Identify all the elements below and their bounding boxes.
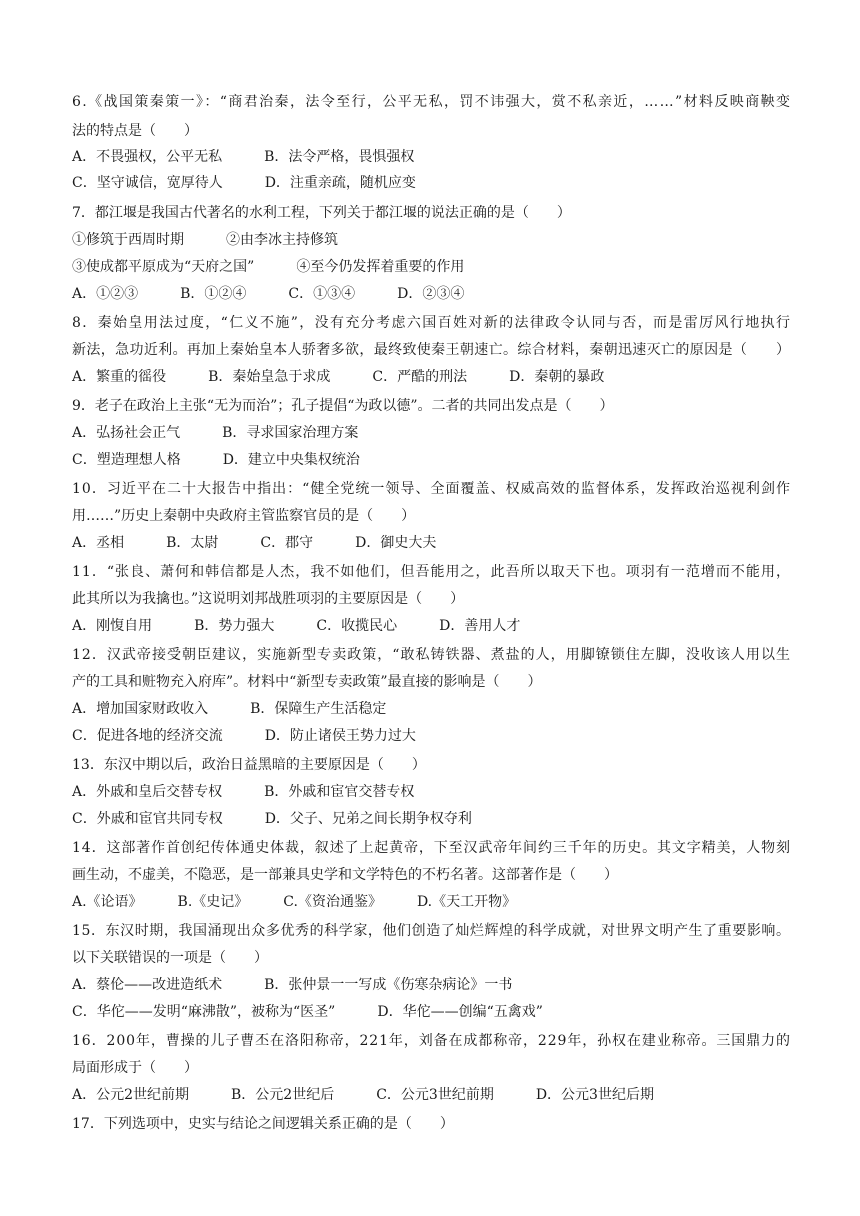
text-line: C．外戚和宦官共同专权 D．父子、兄弟之间长期争权夺利 [72,811,472,827]
text-line: A．刚愎自用 B．势力强大 C．收揽民心 D．善用人才 [72,618,521,634]
text-line: 11．“张良、萧何和韩信都是人杰，我不如他们，但吾能用之，此吾所以取天下也。项羽有一范增而不能用， [72,564,791,580]
text-line: 此其所以为我擒也。”这说明刘邦战胜项羽的主要原因是（ ） [72,591,465,607]
text-line: 7．都江堰是我国古代著名的水利工程，下列关于都江堰的说法正确的是（ ） [72,205,571,221]
text-line: A．不畏强权，公平无私 B．法令严格，畏惧强权 [72,149,415,165]
text-line: A．外戚和皇后交替专权 B．外戚和宦官交替专权 [72,784,415,800]
text-line: A.《论语》 B.《史记》 C.《资治通鉴》 D.《天工开物》 [72,894,517,910]
text-line: 新法，急功近利。再加上秦始皇本人骄奢多欲，最终致使秦王朝速亡。综合材料，秦朝迅速灭亡的原因是（ ） [72,342,791,358]
text-line: A．丞相 B．太尉 C．郡守 D．御史大夫 [72,535,437,551]
text-line: 用……”历史上秦朝中央政府主管监察官员的是（ ） [72,508,416,524]
text-line: A．增加国家财政收入 B．保障生产生活稳定 [72,701,387,717]
text-line: 8．秦始皇用法过度，“仁义不施”，没有充分考虑六国百姓对新的法律政令认同与否，而是雷厉风行地执行 [72,315,792,331]
text-line: 以下关联错误的一项是（ ） [72,950,268,966]
text-line: 9．老子在政治上主张“无为而治”；孔子提倡“为政以德”。二者的共同出发点是（ ） [72,398,614,414]
text-line: 产的工具和赃物充入府库”。材料中“新型专卖政策”最直接的影响是（ ） [72,674,542,690]
text-line: A．蔡伦——改进造纸术 B．张仲景一一写成《伤寒杂病论》一书 [72,977,513,993]
text-line: C．塑造理想人格 D．建立中央集权统治 [72,452,360,468]
text-line: 法的特点是（ ） [72,123,198,139]
text-line: 15．东汉时期，我国涌现出众多优秀的科学家，他们创造了灿烂辉煌的科学成就，对世界文明产生了重要影响。 [72,923,791,939]
text-line: 17．下列选项中，史实与结论之间逻辑关系正确的是（ ） [72,1116,454,1132]
text-line: A．①②③ B．①②④ C．①③④ D．②③④ [72,286,465,302]
text-line: 16．200年，曹操的儿子曹丕在洛阳称帝，221年，刘备在成都称帝，229年，孙权在建业称帝。三国鼎力的 [72,1033,791,1049]
text-line: A．公元2世纪前期 B．公元2世纪后 C．公元3世纪前期 D．公元3世纪后期 [72,1087,654,1103]
text-line: 局面形成于（ ） [72,1060,198,1076]
text-line: C．促进各地的经济交流 D．防止诸侯王势力过大 [72,728,416,744]
text-line: C．华佗——发明“麻沸散”，被称为“医圣” D．华佗——创编“五禽戏” [72,1004,543,1020]
text-line: A．弘扬社会正气 B．寻求国家治理方案 [72,425,359,441]
text-line: ①修筑于西周时期 ②由李冰主持修筑 [72,232,338,248]
text-line: ③使成都平原成为“天府之国” ④至今仍发挥着重要的作用 [72,259,465,275]
text-line: 画生动，不虚美，不隐恶，是一部兼具史学和文学特色的不朽名著。这部著作是（ ） [72,867,618,883]
text-line: 10．习近平在二十大报告中指出：“健全党统一领导、全面覆盖、权威高效的监督体系，发挥政治巡视利剑作 [72,481,791,497]
text-line: 6.《战国策秦策一》：“商君治秦，法令至行，公平无私，罚不讳强大，赏不私亲近，……”材料反映商鞅变 [72,94,792,110]
text-line: C．坚守诚信，宽厚待人 D．注重亲疏，随机应变 [72,175,416,191]
text-line: 14．这部著作首创纪传体通史体裁，叙述了上起黄帝，下至汉武帝年间约三千年的历史。其文字精美，人物刻 [72,840,791,856]
text-line: 12．汉武帝接受朝臣建议，实施新型专卖政策，“敢私铸铁器、煮盐的人，用脚镣锁住左脚，没收该人用以生 [72,647,791,663]
text-line: 13．东汉中期以后，政治日益黑暗的主要原因是（ ） [72,757,426,773]
text-line: A．繁重的徭役 B．秦始皇急于求成 C．严酷的刑法 D．秦朝的暴政 [72,369,605,385]
